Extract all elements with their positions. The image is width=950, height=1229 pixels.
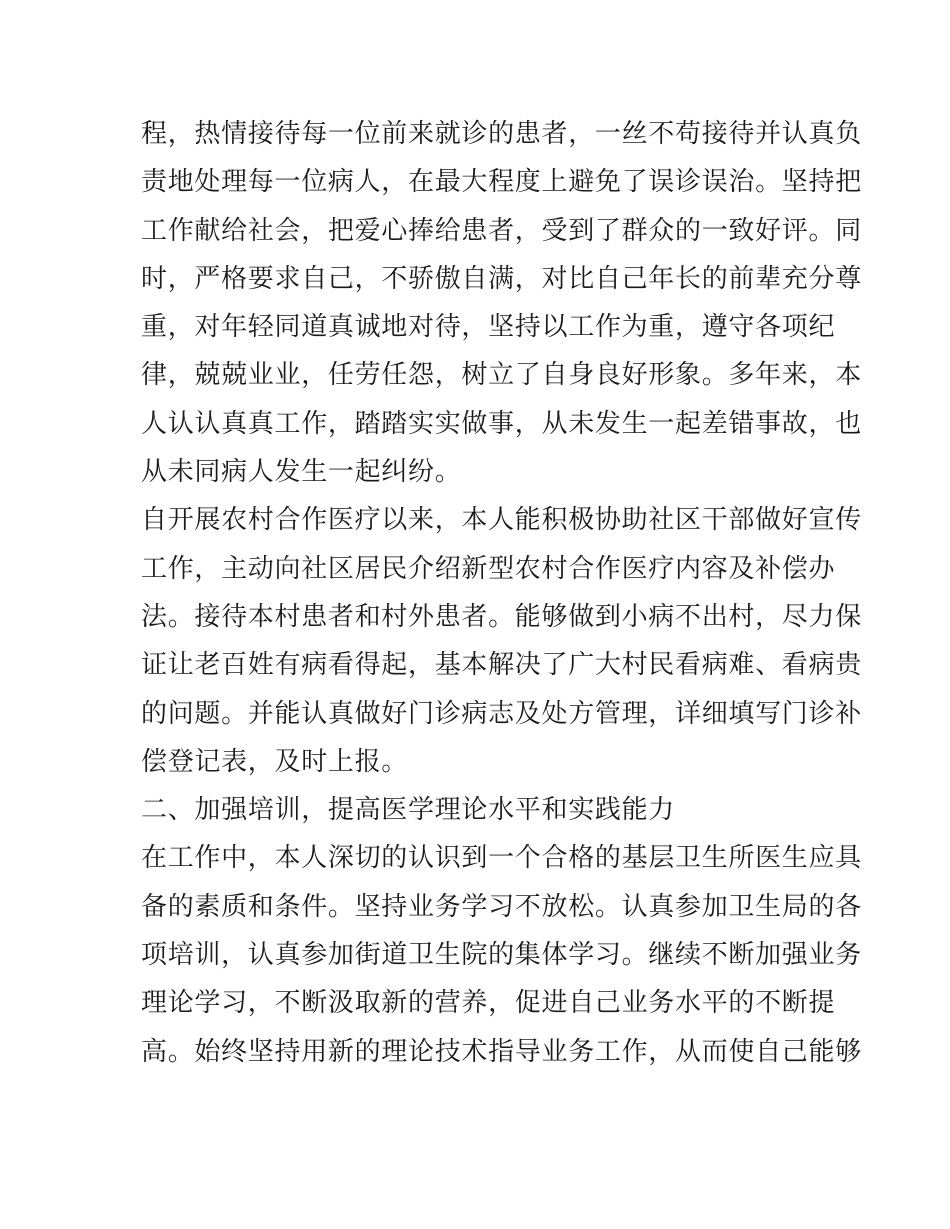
- paragraph-rural-medical-cooperation: [141, 496, 862, 786]
- text-line: 责地处理每一位病人，在最大程度上避免了误诊误治。坚持把: [141, 167, 862, 198]
- text-line: 时，严格要求自己，不骄傲自满，对比自己年长的前辈充分尊: [141, 263, 862, 294]
- paragraph-continuous-learning: [141, 834, 862, 1075]
- text-line: 自开展农村合作医疗以来，本人能积极协助社区干部做好宣传: [141, 505, 862, 536]
- text-line: 在工作中，本人深切的认识到一个合格的基层卫生所医生应具: [141, 843, 862, 874]
- section-heading-text: 二、加强培训，提高医学理论水平和实践能力: [141, 795, 676, 826]
- text-line: 法。接待本村患者和村外患者。能够做到小病不出村，尽力保: [141, 601, 862, 632]
- text-line: 理论学习，不断汲取新的营养，促进自己业务水平的不断提: [141, 988, 836, 1019]
- section-heading-training: [141, 786, 821, 834]
- text-line: 人认认真真工作，踏踏实实做事，从未发生一起差错事故，也: [141, 408, 862, 439]
- text-line: 程，热情接待每一位前来就诊的患者，一丝不苟接待并认真负: [141, 119, 862, 149]
- text-line: 证让老百姓有病看得起，基本解决了广大村民看病难、看病贵: [141, 650, 862, 681]
- text-line: 备的素质和条件。坚持业务学习不放松。认真参加卫生局的各: [141, 891, 862, 922]
- document-body: [141, 110, 862, 1076]
- text-line: 从未同病人发生一起纠纷。: [141, 457, 462, 488]
- text-line: 的问题。并能认真做好门诊病志及处方管理，详细填写门诊补: [141, 698, 862, 729]
- paragraph-work-attitude: [141, 110, 862, 496]
- text-line: 工作献给社会，把爱心捧给患者，受到了群众的一致好评。同: [141, 215, 862, 246]
- text-line: 律，兢兢业业，任劳任怨，树立了自身良好形象。多年来，本: [141, 360, 862, 391]
- text-line: 项培训，认真参加街道卫生院的集体学习。继续不断加强业务: [141, 940, 862, 971]
- text-line: 重，对年轻同道真诚地对待，坚持以工作为重，遵守各项纪: [141, 312, 836, 343]
- text-line: 高。始终坚持用新的理论技术指导业务工作，从而使自己能够: [141, 1036, 862, 1067]
- text-line: 偿登记表，及时上报。: [141, 746, 409, 777]
- text-line: 工作，主动向社区居民介绍新型农村合作医疗内容及补偿办: [141, 553, 836, 584]
